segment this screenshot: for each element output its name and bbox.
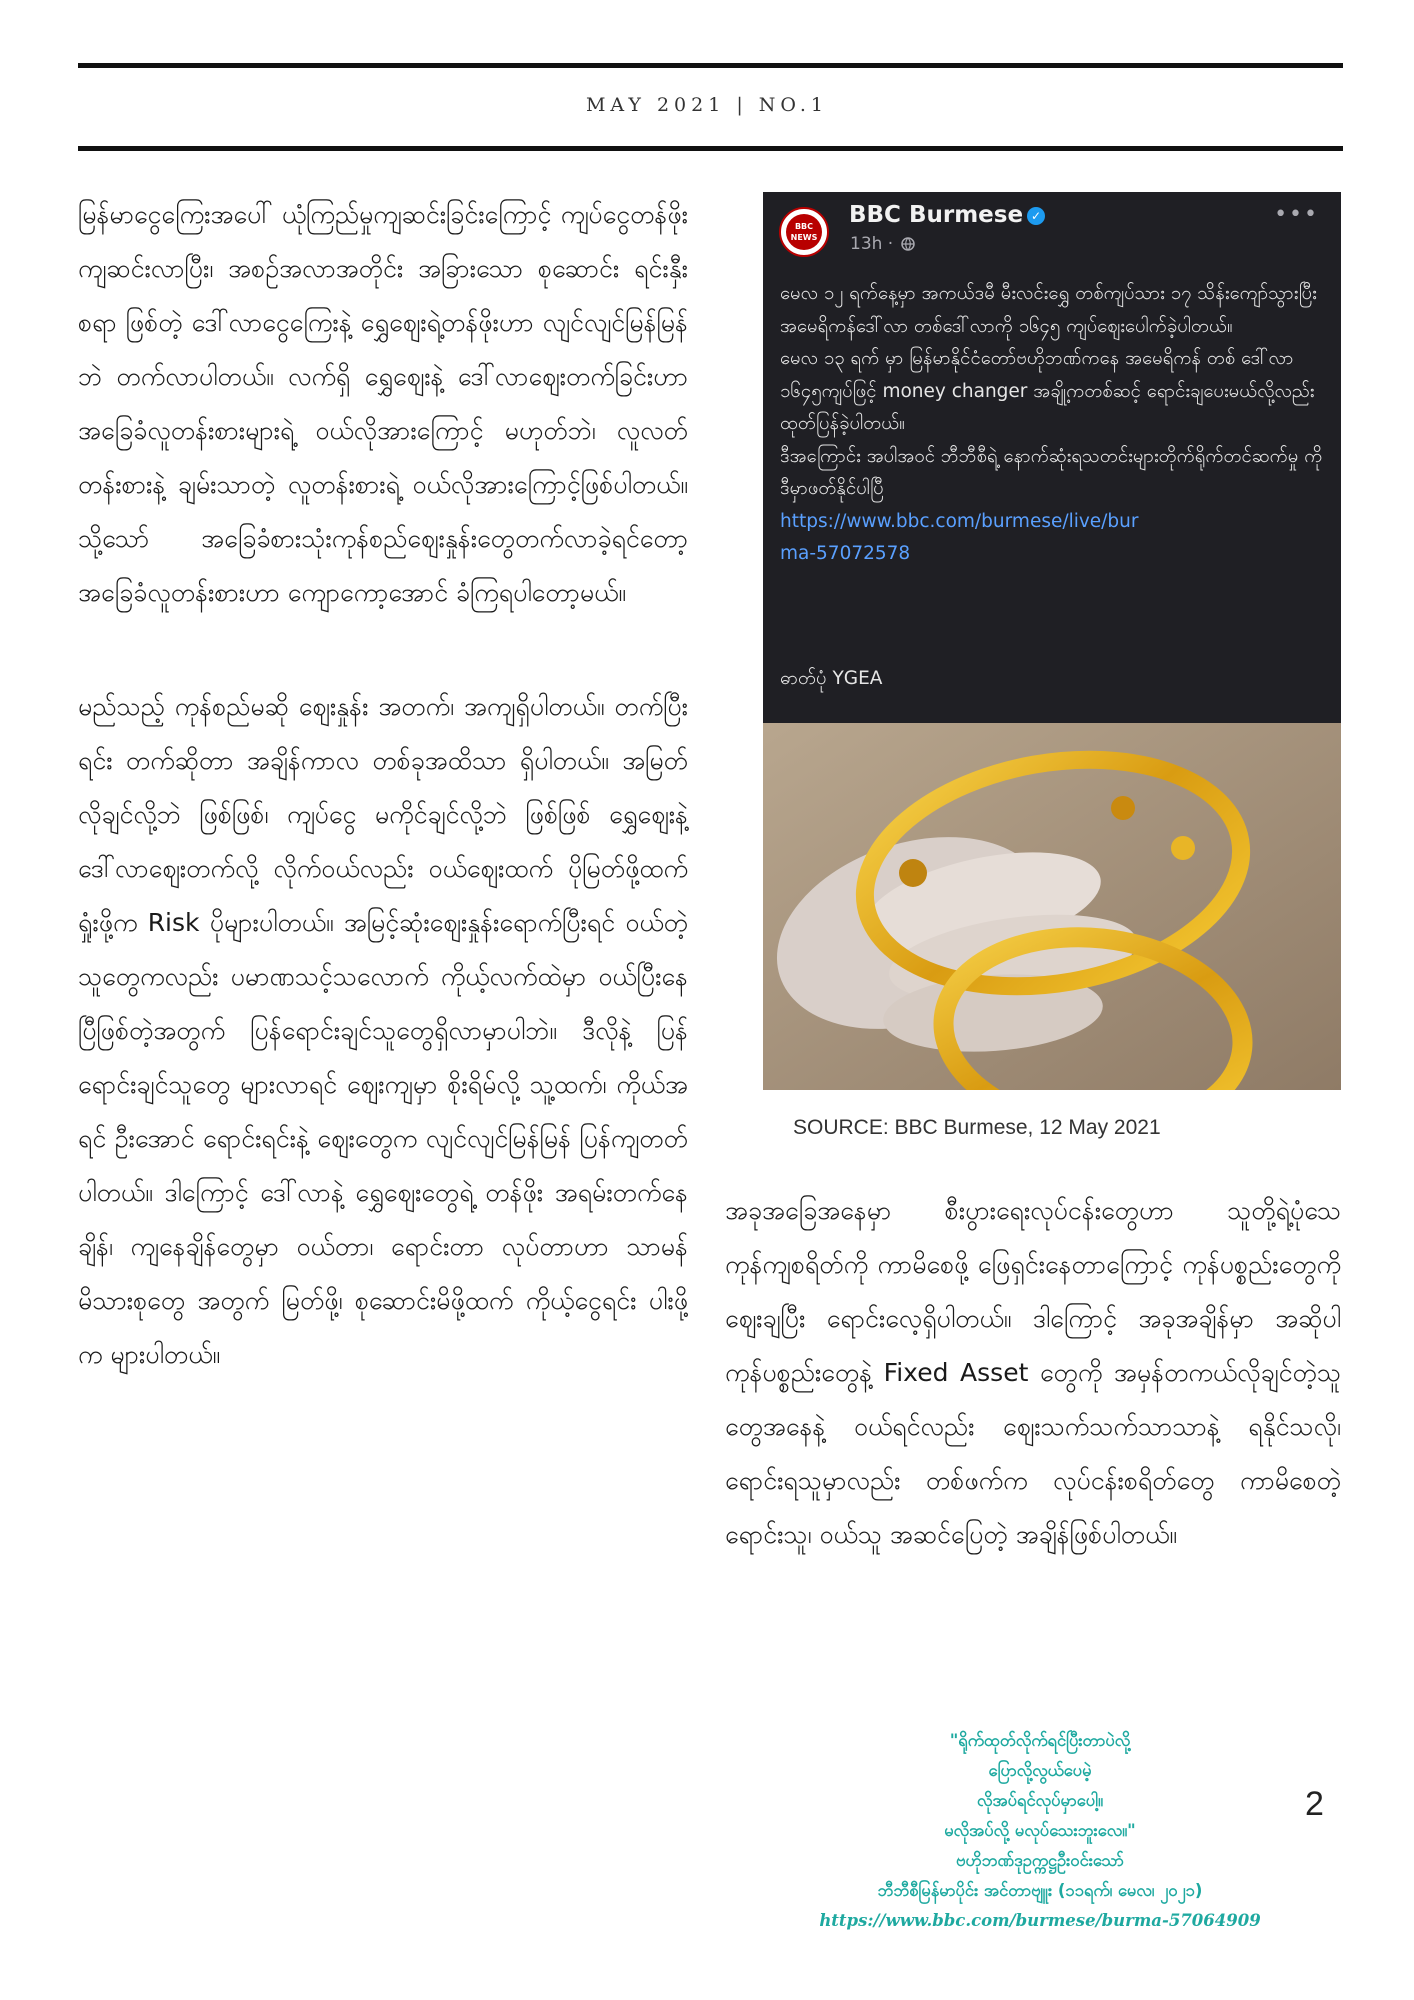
- post-line: မေလ ၁၃ ရက် မှာ မြန်မာနိုင်ငံတော်ဗဟိုဘဏ်ကနေ အမေရိကန် တစ် ဒေါ်လာ ၁၆၄၅ကျပ်ဖြင့် money changer အချို့ကတစ်ဆင့် ရောင်းချပေးမယ်လို့လည်း ထုတ်ပြန်ခဲ့ပါတယ်။: [780, 348, 1315, 434]
- photo-credit: ဓာတ်ပုံ YGEA: [780, 668, 883, 689]
- photo-caption: SOURCE: BBC Burmese, 12 May 2021: [793, 1116, 1161, 1139]
- issue-label: MAY 2021 | NO.1: [585, 94, 829, 116]
- post-text: [780, 278, 1325, 571]
- bbc-post-screenshot: [763, 192, 1341, 723]
- gold-bangles-photo: [763, 723, 1341, 1090]
- pull-quote: [770, 1726, 1310, 1936]
- post-line: မေလ ၁၂ ရက်နေ့မှာ အကယ်ဒမီ မီးလင်းရွှေ တစ်ကျပ်သား ၁၇ သိန်းကျော်သွားပြီး အမေရိကန်ဒေါ်လာ တစ်ဒေါ်လာကို ၁၆၄၅ ကျပ်ဈေးပေါက်ခဲ့ပါတယ်။: [780, 283, 1317, 337]
- quote-line: "ရိုက်ထုတ်လိုက်ရင်ပြီးတာပဲလို့: [949, 1731, 1131, 1750]
- post-link: https://www.bbc.com/burmese/live/burma-57072578: [780, 510, 1139, 564]
- body-paragraph: မည်သည့် ကုန်စည်မဆို ဈေးနှုန်း အတက်၊ အကျရှိပါတယ်။ တက်ပြီးရင်း တက်ဆိုတာ အချိန်ကာလ တစ်ခုအထိသာ ရှိပါတယ်။ အမြတ်လိုချင်လို့ဘဲ ဖြစ်ဖြစ်၊ ကျပ်ငွေ မကိုင်ချင်လို့ဘဲ ဖြစ်ဖြစ် ရွှေဈေးနဲ့ ဒေါ်လာဈေးတက်လို့ လိုက်ဝယ်လည်း ဝယ်ဈေးထက် ပိုမြတ်ဖို့ထက် ရှုံးဖို့က Risk ပိုများပါတယ်။ အမြင့်ဆုံးဈေးနှုန်းရောက်ပြီးရင် ဝယ်တဲ့သူတွေကလည်း ပမာဏသင့်သလောက် ကိုယ့်လက်ထဲမှာ ဝယ်ပြီးနေပြီဖြစ်တဲ့အတွက် ပြန်ရောင်းချင်သူတွေရှိလာမှာပါဘဲ။ ဒီလိုနဲ့ ပြန်ရောင်းချင်သူတွေ များလာရင် ဈေးကျမှာ စိုးရိမ်လို့ သူ့ထက်၊ ကိုယ်အရင် ဦးအောင် ရောင်းရင်းနဲ့ ဈေးတွေက လျင်လျင်မြန်မြန် ပြန်ကျတတ်ပါတယ်။ ဒါကြောင့် ဒေါ်လာနဲ့ ရွှေဈေးတွေရဲ့ တန်ဖိုး အရမ်းတက်နေချိန်၊ ကျနေချိန်တွေမှာ ဝယ်တာ၊ ရောင်းတာ လုပ်တာဟာ သာမန်မိသားစုတွေ အတွက် မြတ်ဖို့၊ စုဆောင်းမိဖို့ထက် ကိုယ့်ငွေရင်း ပါးဖို့က များပါတယ်။: [78, 692, 688, 1369]
- post-line: ဒီအကြောင်း အပါအဝင် ဘီဘီစီရဲ့ နောက်ဆုံးရသတင်းများတိုက်ရိုက်တင်ဆက်မှု ကိုဒီမှာဖတ်နိုင်ပါပြီ: [780, 445, 1323, 499]
- bottom-rule: [78, 146, 1343, 151]
- verified-icon: ✓: [1027, 207, 1045, 225]
- page-number: 2: [1305, 1785, 1324, 1823]
- right-column: [725, 1184, 1341, 1562]
- body-paragraph: မြန်မာငွေကြေးအပေါ် ယုံကြည်မှုကျဆင်းခြင်းကြောင့် ကျပ်ငွေတန်ဖိုး ကျဆင်းလာပြီး၊ အစဉ်အလာအတိုင်း အခြားသော စုဆောင်း ရင်းနှီးစရာ ဖြစ်တဲ့ ဒေါ်လာငွေကြေးနဲ့ ရွှေဈေးရဲ့တန်ဖိုးဟာ လျင်လျင်မြန်မြန်ဘဲ တက်လာပါတယ်။ လက်ရှိ ရွှေဈေးနဲ့ ဒေါ်လာဈေးတက်ခြင်းဟာ အခြေခံလူတန်းစားများရဲ့ ဝယ်လိုအားကြောင့် မဟုတ်ဘဲ၊ လူလတ်တန်းစားနဲ့ ချမ်းသာတဲ့ လူတန်းစားရဲ့ ဝယ်လိုအားကြောင့်ဖြစ်ပါတယ်။ သို့သော် အခြေခံစားသုံးကုန်စည်ဈေးနှုန်းတွေတက်လာခဲ့ရင်တော့ အခြေခံလူတန်းစားဟာ ကျောကော့အောင် ခံကြရပါတော့မယ်။: [78, 200, 688, 607]
- globe-icon: [901, 237, 915, 251]
- quote-line: မလိုအပ်လို့ မလုပ်သေးဘူးလေ။": [944, 1821, 1136, 1840]
- quote-line: ပြောလို့လွယ်ပေမဲ့: [988, 1761, 1092, 1780]
- quote-line: လိုအပ်ရင်လုပ်မှာပေါ့။: [977, 1791, 1103, 1810]
- bbc-news-logo: BBC NEWS: [779, 207, 829, 257]
- quote-source: ဘီဘီစီမြန်မာပိုင်း အင်တာဗျူး (၁၁ရက်၊ မေလ၊ ၂၀၂၁): [877, 1881, 1203, 1900]
- left-column: [78, 188, 688, 1382]
- top-rule: [78, 63, 1343, 68]
- more-options-icon: •••: [1274, 202, 1319, 227]
- body-paragraph: အခုအခြေအနေမှာ စီးပွားရေးလုပ်ငန်းတွေဟာ သူတို့ရဲ့ပုံသေကုန်ကျစရိတ်ကို ကာမိစေဖို့ ဖြေရှင်းနေတာကြောင့် ကုန်ပစ္စည်းတွေကို ဈေးချပြီး ရောင်းလေ့ရှိပါတယ်။ ဒါကြောင့် အခုအချိန်မှာ အဆိုပါ ကုန်ပစ္စည်းတွေနဲ့ Fixed Asset တွေကို အမှန်တကယ်လိုချင်တဲ့သူတွေအနေနဲ့ ဝယ်ရင်လည်း ဈေးသက်သက်သာသာနဲ့ ရနိုင်သလို၊ ရောင်းရသူမှာလည်း တစ်ဖက်က လုပ်ငန်းစရိတ်တွေ ကာမိစေတဲ့ ရောင်းသူ၊ ဝယ်သူ အဆင်ပြေတဲ့ အချိန်ဖြစ်ပါတယ်။: [725, 1196, 1341, 1549]
- post-time: 13h ·: [850, 234, 915, 254]
- quote-attribution: ဗဟိုဘဏ်ဒုဥက္ကဋ္ဌဦးဝင်းသော်: [956, 1851, 1124, 1870]
- account-name: BBC Burmese ✓: [849, 202, 1045, 228]
- quote-url: https://www.bbc.com/burmese/burma-57064909: [819, 1911, 1261, 1930]
